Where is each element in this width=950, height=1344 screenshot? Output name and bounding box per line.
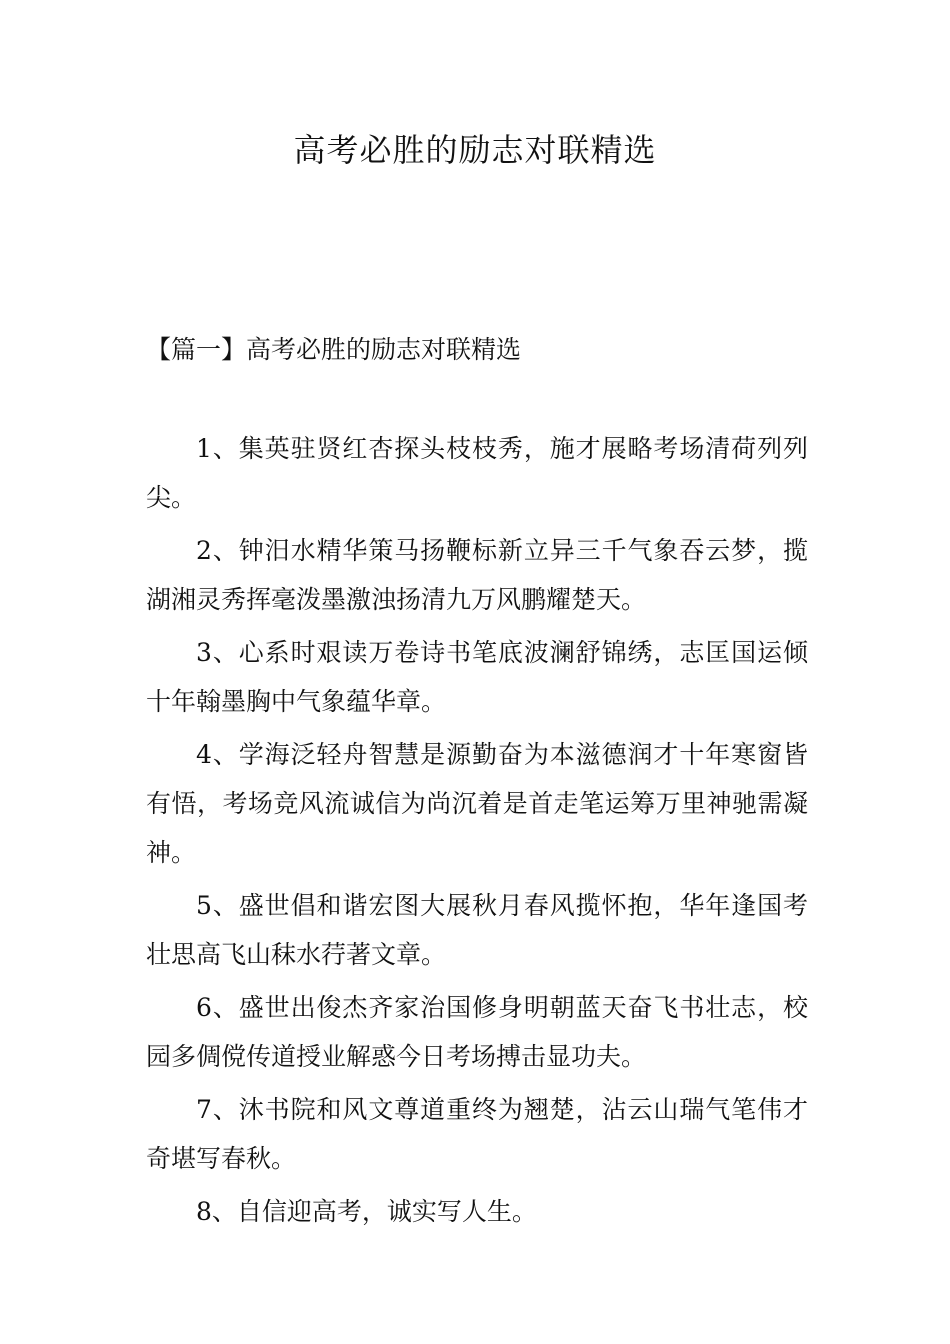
couplet-item-8: 8、自信迎高考，诚实写人生。 — [196, 1197, 537, 1226]
couplet-item-6: 6、盛世出俊杰齐家治国修身明朝蓝天奋飞书壮志，校园多倜傥传道授业解惑今日考场搏击显功夫。 — [146, 993, 808, 1071]
couplet-item-3: 3、心系时艰读万卷诗书笔底波澜舒锦绣，志匡国运倾十年翰墨胸中气象蕴华章。 — [146, 638, 808, 716]
section-heading: 【篇一】高考必胜的励志对联精选 — [146, 335, 522, 364]
couplet-item-1: 1、集英驻贤红杏探头枝枝秀，施才展略考场清荷列列尖。 — [146, 434, 808, 512]
couplet-item-5: 5、盛世倡和谐宏图大展秋月春风揽怀抱，华年逢国考壮思高飞山秣水荇著文章。 — [146, 891, 808, 969]
couplet-item-2: 2、钟汨水精华策马扬鞭标新立异三千气象吞云梦，揽湖湘灵秀挥毫泼墨激浊扬清九万风鹏耀楚天。 — [146, 536, 808, 614]
couplet-item-7: 7、沐书院和风文尊道重终为翘楚，沾云山瑞气笔伟才奇堪写春秋。 — [146, 1095, 808, 1173]
document-title: 高考必胜的励志对联精选 — [293, 131, 657, 169]
couplet-item-4: 4、学海泛轻舟智慧是源勤奋为本滋德润才十年寒窗皆有悟，考场竞风流诚信为尚沉着是首走笔运筹万里神驰需凝神。 — [146, 740, 808, 867]
couplet-list — [146, 424, 808, 1240]
